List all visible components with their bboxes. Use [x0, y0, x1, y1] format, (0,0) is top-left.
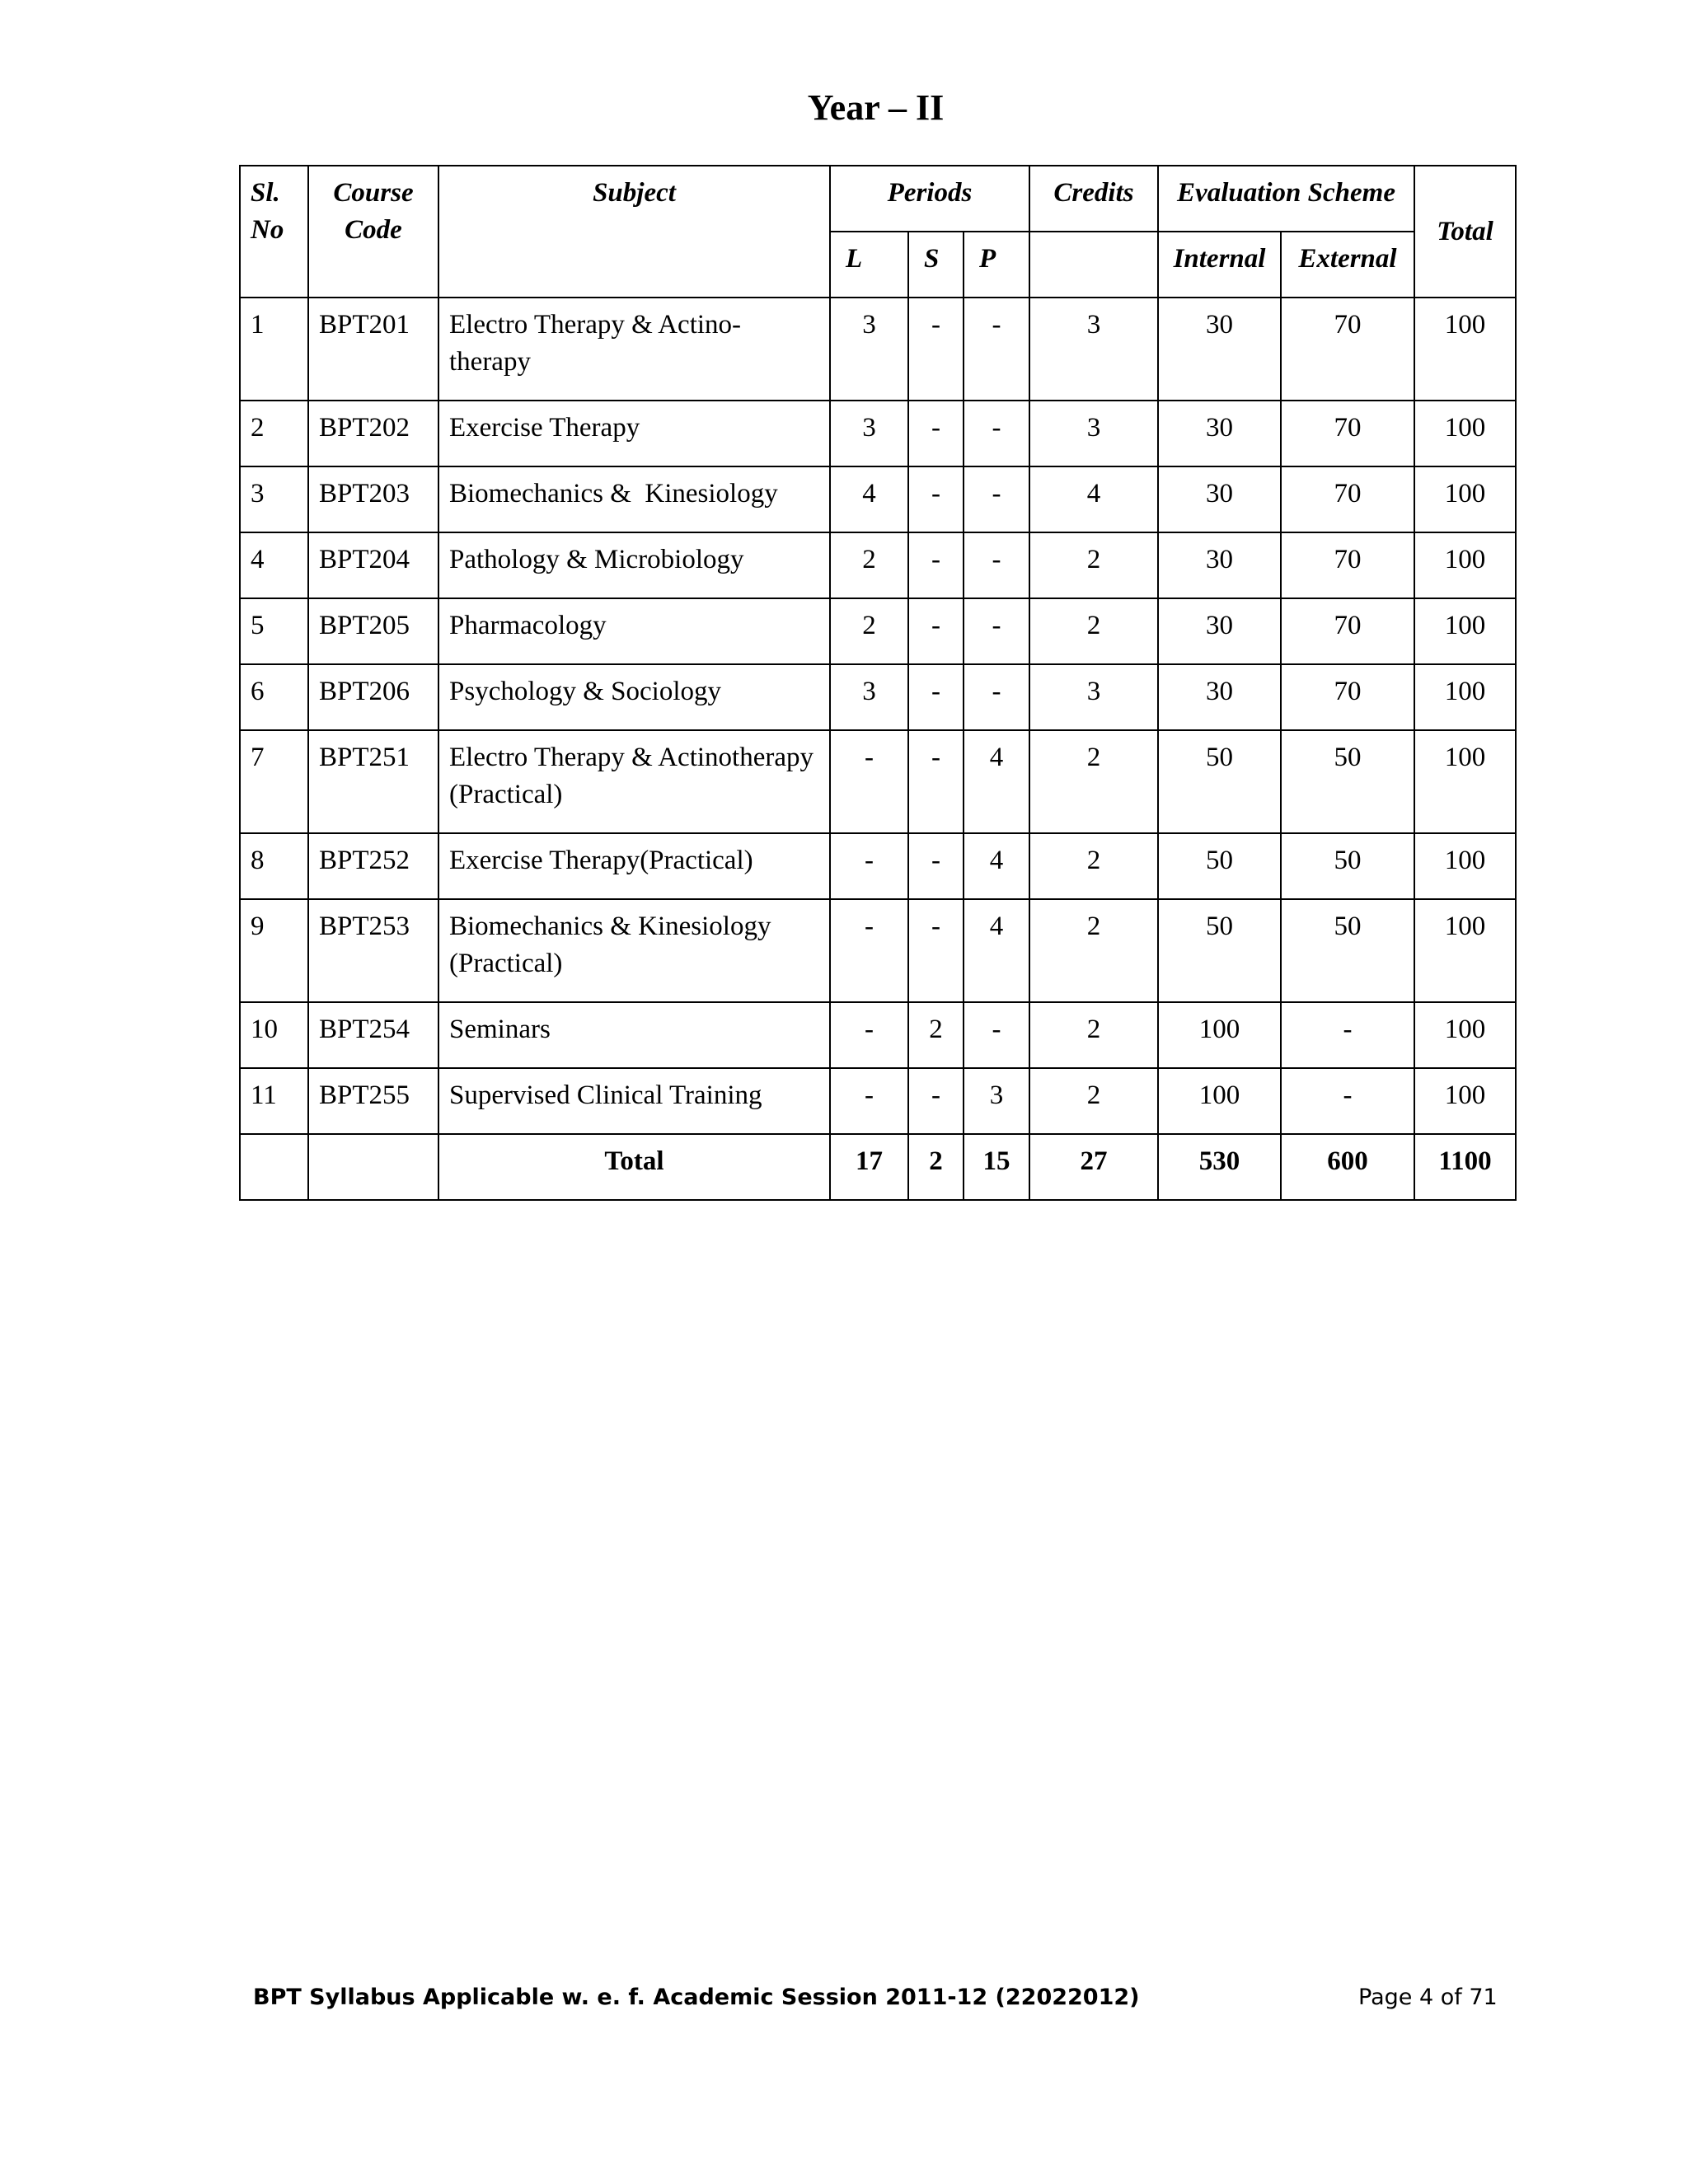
cell-code: BPT253: [308, 899, 438, 1002]
header-row: [240, 166, 1516, 232]
cell-total: 100: [1414, 899, 1516, 1002]
cell-external: 50: [1281, 833, 1414, 899]
cell-internal: 30: [1158, 298, 1281, 401]
totals-p: 15: [964, 1134, 1029, 1200]
footer-syllabus-info: BPT Syllabus Applicable w. e. f. Academic Session 2011-12 (22022012): [253, 1985, 1140, 2010]
cell-total: 100: [1414, 1068, 1516, 1134]
cell-credits: 2: [1029, 532, 1158, 598]
totals-internal: 530: [1158, 1134, 1281, 1200]
header-subject: Subject: [438, 166, 830, 298]
cell-p: -: [964, 1002, 1029, 1068]
table-row: [240, 298, 1516, 401]
cell-s: -: [908, 401, 964, 466]
cell-subject: Exercise Therapy(Practical): [438, 833, 830, 899]
cell-l: 3: [830, 664, 908, 730]
cell-p: 4: [964, 730, 1029, 833]
cell-code: BPT205: [308, 598, 438, 664]
cell-sl: 5: [240, 598, 308, 664]
cell-s: -: [908, 833, 964, 899]
header-p: P: [964, 232, 1029, 298]
cell-credits: 4: [1029, 466, 1158, 532]
cell-credits: 2: [1029, 730, 1158, 833]
cell-subject: Exercise Therapy: [438, 401, 830, 466]
cell-l: 2: [830, 532, 908, 598]
cell-code: BPT255: [308, 1068, 438, 1134]
cell-sl: 10: [240, 1002, 308, 1068]
cell-subject: Electro Therapy & Actino-therapy: [438, 298, 830, 401]
cell-subject: Biomechanics & Kinesiology: [438, 466, 830, 532]
table-row: [240, 664, 1516, 730]
totals-row: [240, 1134, 1516, 1200]
cell-total: 100: [1414, 298, 1516, 401]
cell-sl: 3: [240, 466, 308, 532]
totals-s: 2: [908, 1134, 964, 1200]
cell-external: -: [1281, 1002, 1414, 1068]
table-row: [240, 532, 1516, 598]
header-l: L: [830, 232, 908, 298]
cell-credits: 2: [1029, 598, 1158, 664]
cell-total: 100: [1414, 664, 1516, 730]
cell-sl: 8: [240, 833, 308, 899]
cell-code: BPT251: [308, 730, 438, 833]
header-total: Total: [1414, 166, 1516, 298]
cell-internal: 50: [1158, 730, 1281, 833]
cell-s: 2: [908, 1002, 964, 1068]
cell-code: BPT203: [308, 466, 438, 532]
cell-subject: Psychology & Sociology: [438, 664, 830, 730]
header-external: External: [1281, 232, 1414, 298]
page-title: Year – II: [807, 87, 945, 128]
totals-label: Total: [438, 1134, 830, 1200]
cell-total: 100: [1414, 1002, 1516, 1068]
totals-l: 17: [830, 1134, 908, 1200]
totals-external: 600: [1281, 1134, 1414, 1200]
cell-internal: 30: [1158, 664, 1281, 730]
cell-s: -: [908, 730, 964, 833]
cell-external: 70: [1281, 598, 1414, 664]
table-row: [240, 598, 1516, 664]
cell-p: -: [964, 466, 1029, 532]
cell-sl: 1: [240, 298, 308, 401]
totals-credits: 27: [1029, 1134, 1158, 1200]
cell-p: 3: [964, 1068, 1029, 1134]
table-row: [240, 730, 1516, 833]
cell-external: 50: [1281, 730, 1414, 833]
cell-code: BPT206: [308, 664, 438, 730]
cell-internal: 100: [1158, 1068, 1281, 1134]
cell-internal: 50: [1158, 899, 1281, 1002]
header-evaluation-scheme: Evaluation Scheme: [1158, 166, 1414, 232]
cell-internal: 30: [1158, 598, 1281, 664]
cell-code: BPT202: [308, 401, 438, 466]
cell-code-blank: [308, 1134, 438, 1200]
cell-sl: 7: [240, 730, 308, 833]
table-row: [240, 833, 1516, 899]
cell-s: -: [908, 664, 964, 730]
cell-p: -: [964, 598, 1029, 664]
cell-external: 70: [1281, 466, 1414, 532]
cell-l: -: [830, 1002, 908, 1068]
cell-total: 100: [1414, 833, 1516, 899]
cell-sl: 6: [240, 664, 308, 730]
cell-l: -: [830, 730, 908, 833]
cell-total: 100: [1414, 532, 1516, 598]
cell-sl-blank: [240, 1134, 308, 1200]
cell-subject: Electro Therapy & Actinotherapy (Practical): [438, 730, 830, 833]
cell-total: 100: [1414, 401, 1516, 466]
cell-external: 50: [1281, 899, 1414, 1002]
cell-sl: 4: [240, 532, 308, 598]
cell-l: -: [830, 1068, 908, 1134]
cell-total: 100: [1414, 598, 1516, 664]
cell-s: -: [908, 899, 964, 1002]
cell-subject: Seminars: [438, 1002, 830, 1068]
header-s: S: [908, 232, 964, 298]
cell-s: -: [908, 298, 964, 401]
header-credits: Credits: [1029, 166, 1158, 232]
cell-code: BPT201: [308, 298, 438, 401]
cell-external: 70: [1281, 664, 1414, 730]
syllabus-table: [239, 165, 1517, 1201]
header-course-code: Course Code: [308, 166, 438, 298]
cell-external: -: [1281, 1068, 1414, 1134]
cell-l: -: [830, 833, 908, 899]
cell-credits: 3: [1029, 401, 1158, 466]
table-row: [240, 401, 1516, 466]
cell-l: 3: [830, 298, 908, 401]
cell-p: 4: [964, 899, 1029, 1002]
cell-internal: 30: [1158, 466, 1281, 532]
header-credits-blank: [1029, 232, 1158, 298]
totals-total: 1100: [1414, 1134, 1516, 1200]
cell-credits: 2: [1029, 899, 1158, 1002]
cell-code: BPT204: [308, 532, 438, 598]
cell-internal: 100: [1158, 1002, 1281, 1068]
footer-page-number: Page 4 of 71: [1358, 1985, 1498, 2010]
cell-subject: Pathology & Microbiology: [438, 532, 830, 598]
header-internal: Internal: [1158, 232, 1281, 298]
cell-subject: Biomechanics & Kinesiology (Practical): [438, 899, 830, 1002]
cell-l: 2: [830, 598, 908, 664]
cell-sl: 2: [240, 401, 308, 466]
cell-code: BPT254: [308, 1002, 438, 1068]
cell-internal: 30: [1158, 532, 1281, 598]
cell-external: 70: [1281, 532, 1414, 598]
cell-credits: 3: [1029, 298, 1158, 401]
cell-subject: Supervised Clinical Training: [438, 1068, 830, 1134]
table-row: [240, 466, 1516, 532]
cell-total: 100: [1414, 730, 1516, 833]
cell-s: -: [908, 532, 964, 598]
cell-l: 3: [830, 401, 908, 466]
cell-s: -: [908, 1068, 964, 1134]
cell-l: -: [830, 899, 908, 1002]
cell-s: -: [908, 466, 964, 532]
cell-sl: 11: [240, 1068, 308, 1134]
cell-p: 4: [964, 833, 1029, 899]
cell-credits: 3: [1029, 664, 1158, 730]
cell-external: 70: [1281, 401, 1414, 466]
cell-external: 70: [1281, 298, 1414, 401]
cell-credits: 2: [1029, 833, 1158, 899]
cell-code: BPT252: [308, 833, 438, 899]
header-sl-no: Sl. No: [240, 166, 308, 298]
cell-sl: 9: [240, 899, 308, 1002]
cell-p: -: [964, 664, 1029, 730]
cell-p: -: [964, 401, 1029, 466]
cell-credits: 2: [1029, 1068, 1158, 1134]
cell-total: 100: [1414, 466, 1516, 532]
cell-internal: 30: [1158, 401, 1281, 466]
cell-s: -: [908, 598, 964, 664]
cell-p: -: [964, 532, 1029, 598]
table-row: [240, 899, 1516, 1002]
cell-l: 4: [830, 466, 908, 532]
table-row: [240, 1068, 1516, 1134]
cell-p: -: [964, 298, 1029, 401]
cell-credits: 2: [1029, 1002, 1158, 1068]
cell-internal: 50: [1158, 833, 1281, 899]
header-periods: Periods: [830, 166, 1029, 232]
cell-subject: Pharmacology: [438, 598, 830, 664]
table-row: [240, 1002, 1516, 1068]
